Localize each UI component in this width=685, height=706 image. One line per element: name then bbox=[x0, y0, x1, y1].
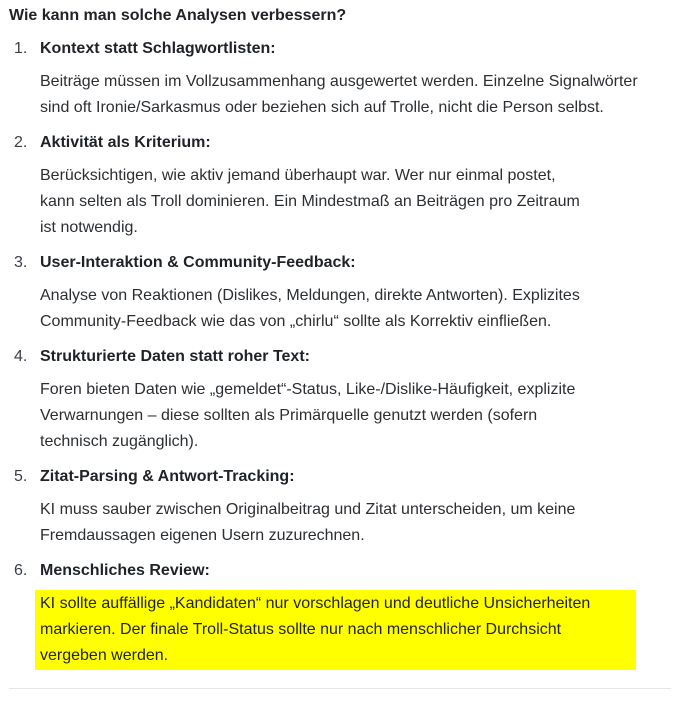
paragraph-line: sind oft Ironie/Sarkasmus oder beziehen sich auf Trolle, nicht die Person selbst. bbox=[40, 99, 604, 116]
section-heading: Wie kann man solche Analysen verbessern? bbox=[9, 7, 347, 24]
paragraph-line: KI sollte auffällige „Kandidaten“ nur vorschlagen und deutliche Unsicherheiten bbox=[40, 595, 591, 612]
list-item-number: 4. bbox=[14, 348, 28, 365]
list-item-6-paragraph bbox=[40, 591, 590, 669]
list-item-number: 6. bbox=[14, 562, 28, 579]
list-item-1-paragraph bbox=[40, 69, 638, 121]
list-item-1-header bbox=[14, 38, 276, 60]
paragraph-line: Analyse von Reaktionen (Dislikes, Meldungen, direkte Antworten). Explizites bbox=[40, 287, 580, 304]
list-item-number: 1. bbox=[14, 40, 28, 57]
list-item-title: Kontext statt Schlagwortlisten: bbox=[40, 40, 276, 57]
list-item-title: Zitat-Parsing & Antwort-Tracking: bbox=[40, 468, 295, 485]
paragraph-line: Fremdaussagen eigenen Usern zuzurechnen. bbox=[40, 527, 365, 544]
paragraph-line: markieren. Der finale Troll-Status sollte nur nach menschlicher Durchsicht bbox=[40, 621, 562, 638]
divider bbox=[9, 688, 671, 689]
list-item-3-paragraph bbox=[40, 283, 580, 335]
list-item-number: 2. bbox=[14, 134, 28, 151]
list-item-number: 3. bbox=[14, 254, 28, 271]
list-item-title: Strukturierte Daten statt roher Text: bbox=[40, 348, 310, 365]
list-item-6-header bbox=[14, 560, 210, 582]
list-item-title: Aktivität als Kriterium: bbox=[40, 134, 211, 151]
paragraph-line: vergeben werden. bbox=[40, 647, 169, 664]
list-item-2-paragraph bbox=[40, 163, 580, 241]
paragraph-line: Foren bieten Daten wie „gemeldet“-Status, Like-/Dislike-Häufigkeit, explizite bbox=[40, 381, 576, 398]
paragraph-line: kann selten als Troll dominieren. Ein Mindestmaß an Beiträgen pro Zeitraum bbox=[40, 193, 580, 210]
list-item-number: 5. bbox=[14, 468, 28, 485]
list-item-2-header bbox=[14, 132, 211, 154]
paragraph-line: Verwarnungen – diese sollten als Primärquelle genutzt werden (sofern bbox=[40, 407, 538, 424]
list-item-4-header bbox=[14, 346, 310, 368]
list-item-title: User-Interaktion & Community-Feedback: bbox=[40, 254, 356, 271]
paragraph-line: Community-Feedback wie das von „chirlu“ sollte als Korrektiv einfließen. bbox=[40, 313, 552, 330]
paragraph-line: technisch zugänglich). bbox=[40, 433, 199, 450]
list-item-3-header bbox=[14, 252, 356, 274]
paragraph-line: Beiträge müssen im Vollzusammenhang ausgewertet werden. Einzelne Signalwörter bbox=[40, 73, 638, 90]
list-item-4-paragraph bbox=[40, 377, 575, 455]
list-item-5-header bbox=[14, 466, 295, 488]
paragraph-line: Berücksichtigen, wie aktiv jemand überhaupt war. Wer nur einmal postet, bbox=[40, 167, 556, 184]
list-item-5-paragraph bbox=[40, 497, 575, 549]
paragraph-line: KI muss sauber zwischen Originalbeitrag und Zitat unterscheiden, um keine bbox=[40, 501, 576, 518]
paragraph-line: ist notwendig. bbox=[40, 219, 138, 236]
list-item-title: Menschliches Review: bbox=[40, 562, 210, 579]
